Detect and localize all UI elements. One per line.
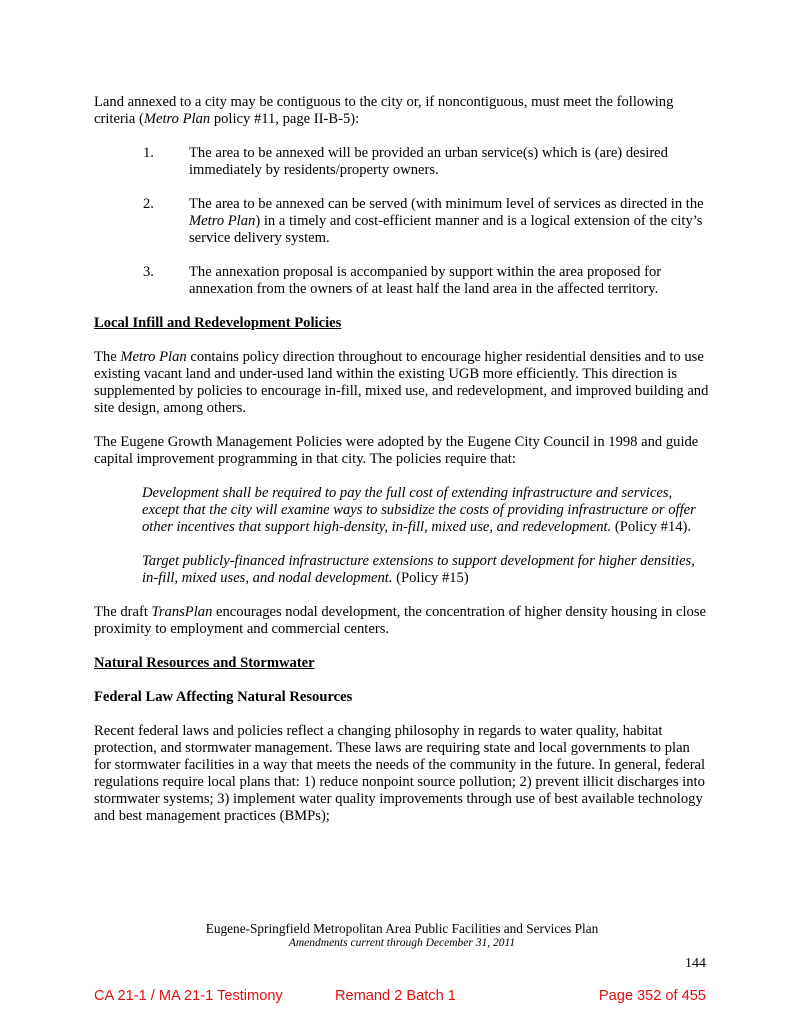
transplan-p-end: encourages nodal development, the concentration of higher density housing in close proximity to employment and commercial centers. — [94, 604, 706, 637]
annexation-criteria-list — [94, 145, 710, 298]
criteria-number: 3. — [143, 264, 154, 280]
policy-14-reference: (Policy #14). — [611, 519, 692, 535]
infill-p1-end: contains policy direction throughout to encourage higher residential densities and to use existing vacant land and under-used land within the existing UGB more efficiently. This direction is supplemented by policies to encourage in-fill, mixed use, and redevelopment, and improved building and site design, among others. — [94, 349, 709, 416]
section-heading-infill: Local Infill and Redevelopment Policies — [94, 315, 342, 331]
intro-text-end: policy #11, page II-B-5): — [210, 111, 360, 127]
criteria-text: The area to be annexed will be provided an urban service(s) which is (are) desired immediately by residents/property owners. — [189, 145, 668, 178]
criteria-number: 1. — [143, 145, 154, 161]
footer-subtitle: Amendments current through December 31, 2011 — [288, 937, 516, 949]
criteria-plan-name: Metro Plan — [189, 213, 256, 229]
infill-paragraph-2: The Eugene Growth Management Policies were adopted by the Eugene City Council in 1998 and guide capital improvement programming in that city. The policies require that: — [94, 434, 699, 467]
intro-text-start: Land annexed to a city may be contiguous to the city or, if noncontiguous, must meet the following criteria ( — [94, 94, 674, 127]
policy-15-reference: (Policy #15) — [392, 570, 469, 586]
federal-law-paragraph: Recent federal laws and policies reflect a changing philosophy in regards to water quality, habitat protection, and stormwater management. These laws are requiring state and local governments to plan for stormwater facilities in a way that meets the needs of the community in the future. In general, federal regulations require local plans that: 1) reduce nonpoint source pollution; 2) prevent illicit discharges into stormwater systems; 3) implement water quality improvements through use of best available technology and best management practices (BMPs); — [94, 723, 706, 824]
policy-15-quote — [142, 553, 704, 587]
footer-title: Eugene-Springfield Metropolitan Area Public Facilities and Services Plan — [205, 921, 599, 936]
annexation-intro — [94, 94, 710, 128]
subheading-federal-law: Federal Law Affecting Natural Resources — [94, 689, 353, 705]
stamp-page-label: Page 352 of 455 — [598, 988, 706, 1004]
policy-15-text: Target publicly-financed infrastructure extensions to support development for higher densities, in-fill, mixed uses, and nodal development. — [142, 553, 695, 586]
policy-14-quote — [142, 485, 704, 536]
transplan-p-start: The draft — [94, 604, 152, 620]
criteria-item-2 — [94, 196, 710, 247]
page-number: 144 — [685, 956, 706, 971]
infill-p1-plan-name: Metro Plan — [120, 349, 187, 365]
criteria-text: The annexation proposal is accompanied by support within the area proposed for annexation from the owners of at least half the land area in the affected territory. — [189, 264, 662, 297]
infill-p1-start: The — [94, 349, 121, 365]
transplan-name: TransPlan — [151, 604, 213, 620]
transplan-paragraph — [94, 604, 710, 638]
criteria-number: 2. — [143, 196, 154, 212]
stamp-batch-label: Remand 2 Batch 1 — [335, 988, 456, 1004]
stamp-case-label: CA 21-1 / MA 21-1 Testimony — [94, 988, 283, 1004]
page-footer — [94, 921, 710, 950]
intro-plan-name: Metro Plan — [143, 111, 211, 127]
page-body — [94, 94, 710, 842]
infill-paragraph-1 — [94, 349, 710, 417]
section-heading-natural-resources: Natural Resources and Stormwater — [94, 655, 315, 671]
criteria-text-start: The area to be annexed can be served (with minimum level of services as directed in the — [189, 196, 704, 212]
criteria-item-1 — [94, 145, 710, 179]
criteria-text-end: ) in a timely and cost-efficient manner and is a logical extension of the city’s service delivery system. — [189, 213, 703, 246]
criteria-item-3 — [94, 264, 710, 298]
policy-14-text: Development shall be required to pay the full cost of extending infrastructure and services, except that the city will examine ways to subsidize the costs of providing infrastructure or offer other incentives that support high-density, in-fill, mixed use, and redevelopment. — [142, 485, 696, 535]
